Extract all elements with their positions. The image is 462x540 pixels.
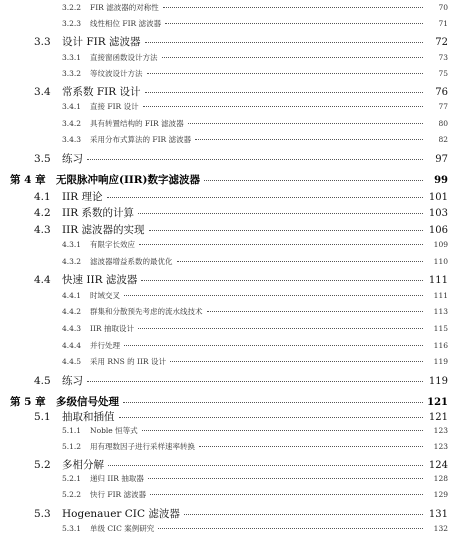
entry-page-number: 72 <box>435 37 448 48</box>
toc-subsection-entry <box>0 425 462 436</box>
entry-number: 4.2 <box>34 207 51 219</box>
dot-leader <box>184 514 423 515</box>
entry-number: 5.1.2 <box>62 442 82 451</box>
entry-title: IIR 抽取设计 <box>90 324 134 333</box>
entry-title: FIR 滤波器的对称性 <box>90 3 159 12</box>
entry-number: 4.4.4 <box>62 341 82 350</box>
entry-number: 4.3.1 <box>62 240 82 249</box>
toc-subsection-entry <box>0 68 462 79</box>
dot-leader <box>199 446 423 447</box>
entry-title: 快速 IIR 滤波器 <box>62 274 138 286</box>
entry-page-number: 132 <box>433 524 448 533</box>
entry-title: 线性相位 FIR 滤波器 <box>90 19 162 28</box>
dot-leader <box>163 7 423 8</box>
entry-page-number: 116 <box>433 341 448 350</box>
entry-number: 5.2 <box>34 459 51 471</box>
entry-page-number: 124 <box>428 460 448 471</box>
entry-page-number: 97 <box>435 154 448 165</box>
entry-page-number: 109 <box>433 240 448 249</box>
entry-title: IIR 滤波器的实现 <box>62 224 145 236</box>
entry-title: Hogenauer CIC 滤波器 <box>62 508 180 520</box>
entry-number: 4.4.2 <box>62 307 82 316</box>
dot-leader <box>188 123 423 124</box>
entry-page-number: 119 <box>433 357 448 366</box>
entry-title: 等纹波设计方法 <box>90 69 143 78</box>
entry-page-number: 123 <box>433 426 448 435</box>
entry-page-number: 101 <box>428 192 448 203</box>
entry-title: IIR 理论 <box>62 191 103 203</box>
dot-leader <box>148 478 423 479</box>
entry-number: 5.2.2 <box>62 490 82 499</box>
entry-title: 直接 FIR 设计 <box>90 102 139 111</box>
entry-number: 3.4.1 <box>62 102 82 111</box>
toc-section-entry <box>0 272 462 287</box>
dot-leader <box>170 361 423 362</box>
entry-title: IIR 系数的计算 <box>62 207 135 219</box>
toc-subsection-entry <box>0 340 462 351</box>
dot-leader <box>150 494 423 495</box>
entry-page-number: 115 <box>433 324 448 333</box>
entry-title: 群集和分散预先考虑的流水线技术 <box>90 307 203 316</box>
entry-number: 第 5 章 <box>10 396 46 408</box>
entry-title: 并行处理 <box>90 341 120 350</box>
entry-page-number: 119 <box>428 376 448 387</box>
entry-title: Noble 恒等式 <box>90 426 138 435</box>
toc-section-entry <box>0 373 462 388</box>
dot-leader <box>158 528 423 529</box>
entry-page-number: 80 <box>438 119 448 128</box>
toc-subsection-entry <box>0 256 462 267</box>
entry-title: 直接窗函数设计方法 <box>90 53 158 62</box>
entry-number: 4.4.3 <box>62 324 82 333</box>
entry-number: 5.1.1 <box>62 426 82 435</box>
entry-page-number: 131 <box>428 509 448 520</box>
dot-leader <box>87 381 423 382</box>
entry-number: 3.2.2 <box>62 3 82 12</box>
toc-section-entry <box>0 457 462 472</box>
toc-subsection-entry <box>0 134 462 145</box>
entry-title: 练习 <box>62 153 83 165</box>
dot-leader <box>124 295 423 296</box>
entry-page-number: 103 <box>428 208 448 219</box>
dot-leader <box>143 106 423 107</box>
entry-title: 采用 RNS 的 IIR 设计 <box>90 357 166 366</box>
dot-leader <box>87 159 423 160</box>
toc-section-entry <box>0 84 462 99</box>
dot-leader <box>165 23 423 24</box>
toc-subsection-entry <box>0 101 462 112</box>
toc-section-entry <box>0 34 462 49</box>
dot-leader <box>141 280 423 281</box>
toc-subsection-entry <box>0 306 462 317</box>
entry-number: 4.3.2 <box>62 257 82 266</box>
entry-page-number: 111 <box>428 275 448 286</box>
entry-title: 滤波器增益系数的最优化 <box>90 257 173 266</box>
entry-page-number: 110 <box>433 257 448 266</box>
toc-section-entry <box>0 205 462 220</box>
entry-number: 3.4 <box>34 86 51 98</box>
entry-number: 3.3 <box>34 36 51 48</box>
dot-leader <box>108 465 423 466</box>
toc-subsection-entry <box>0 323 462 334</box>
entry-title: 设计 FIR 滤波器 <box>62 36 141 48</box>
entry-page-number: 113 <box>433 307 448 316</box>
dot-leader <box>138 328 423 329</box>
toc-section-entry <box>0 151 462 166</box>
entry-page-number: 123 <box>433 442 448 451</box>
toc-subsection-entry <box>0 523 462 534</box>
dot-leader <box>162 57 424 58</box>
dot-leader <box>149 230 423 231</box>
dot-leader <box>138 213 423 214</box>
entry-title: 时域交叉 <box>90 291 120 300</box>
toc-section-entry <box>0 506 462 521</box>
dot-leader <box>139 244 423 245</box>
toc-chapter-entry <box>0 172 462 187</box>
entry-number: 4.4.5 <box>62 357 82 366</box>
entry-page-number: 106 <box>428 225 448 236</box>
entry-number: 4.4 <box>34 274 51 286</box>
entry-number: 5.2.1 <box>62 474 82 483</box>
entry-page-number: 99 <box>434 175 448 186</box>
toc-subsection-entry <box>0 118 462 129</box>
entry-number: 3.2.3 <box>62 19 82 28</box>
entry-title: 多相分解 <box>62 459 104 471</box>
entry-number: 第 4 章 <box>10 174 46 186</box>
entry-page-number: 111 <box>433 291 448 300</box>
entry-title: 用有理数因子进行采样速率转换 <box>90 442 195 451</box>
entry-page-number: 121 <box>428 412 448 423</box>
toc-subsection-entry <box>0 441 462 452</box>
entry-page-number: 121 <box>427 397 448 408</box>
entry-title: 无限脉冲响应(IIR)数字滤波器 <box>56 174 200 186</box>
toc-subsection-entry <box>0 2 462 13</box>
entry-page-number: 76 <box>435 87 448 98</box>
entry-page-number: 77 <box>438 102 448 111</box>
entry-number: 3.5 <box>34 153 51 165</box>
entry-number: 3.4.2 <box>62 119 82 128</box>
entry-page-number: 82 <box>438 135 448 144</box>
toc-subsection-entry <box>0 52 462 63</box>
entry-number: 5.3.1 <box>62 524 82 533</box>
toc-section-entry <box>0 409 462 424</box>
dot-leader <box>207 311 424 312</box>
toc-section-entry <box>0 189 462 204</box>
toc-subsection-entry <box>0 290 462 301</box>
entry-number: 5.3 <box>34 508 51 520</box>
dot-leader <box>195 139 423 140</box>
entry-page-number: 129 <box>433 490 448 499</box>
entry-title: 递归 IIR 抽取器 <box>90 474 144 483</box>
entry-page-number: 73 <box>438 53 448 62</box>
dot-leader <box>145 92 423 93</box>
entry-page-number: 128 <box>433 474 448 483</box>
entry-title: 常系数 FIR 设计 <box>62 86 141 98</box>
toc-subsection-entry <box>0 239 462 250</box>
dot-leader <box>147 73 424 74</box>
toc-subsection-entry <box>0 18 462 29</box>
dot-leader <box>145 42 423 43</box>
entry-number: 5.1 <box>34 411 51 423</box>
entry-number: 4.5 <box>34 375 51 387</box>
entry-title: 采用分布式算法的 FIR 滤波器 <box>90 135 192 144</box>
dot-leader <box>107 197 423 198</box>
entry-title: 有限字长效应 <box>90 240 135 249</box>
entry-page-number: 75 <box>438 69 448 78</box>
entry-page-number: 71 <box>438 19 448 28</box>
entry-title: 多级信号处理 <box>56 396 119 408</box>
dot-leader <box>124 345 423 346</box>
dot-leader <box>142 430 423 431</box>
entry-page-number: 70 <box>438 3 448 12</box>
entry-title: 具有转置结构的 FIR 滤波器 <box>90 119 184 128</box>
dot-leader <box>123 402 423 403</box>
dot-leader <box>204 180 423 181</box>
entry-number: 4.3 <box>34 224 51 236</box>
entry-number: 3.3.1 <box>62 53 82 62</box>
toc-subsection-entry <box>0 356 462 367</box>
entry-title: 抽取和插值 <box>62 411 115 423</box>
toc-subsection-entry <box>0 489 462 500</box>
entry-number: 3.4.3 <box>62 135 82 144</box>
entry-number: 4.4.1 <box>62 291 82 300</box>
dot-leader <box>119 417 424 418</box>
toc-chapter-entry <box>0 394 462 409</box>
entry-number: 4.1 <box>34 191 51 203</box>
entry-title: 练习 <box>62 375 83 387</box>
entry-number: 3.3.2 <box>62 69 82 78</box>
dot-leader <box>177 261 424 262</box>
toc-section-entry <box>0 222 462 237</box>
entry-title: 单级 CIC 案例研究 <box>90 524 155 533</box>
entry-title: 快行 FIR 滤波器 <box>90 490 147 499</box>
toc-subsection-entry <box>0 473 462 484</box>
